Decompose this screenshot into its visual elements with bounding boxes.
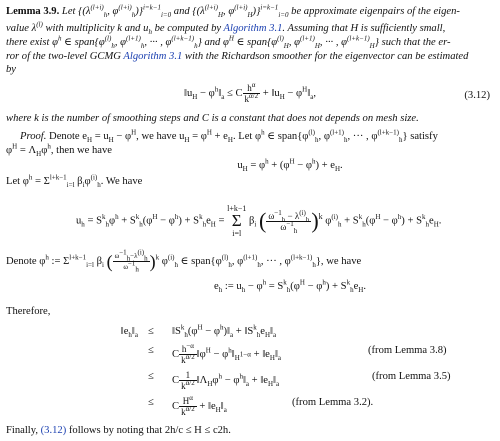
proof-line-2: $\varphi^H = \Lambda_H\varphi^h$, then we have [6, 142, 113, 159]
lemma-line-2: value $\lambda^{(l)}$ with multiplicity k and $u_h$ be computed by Algorithm 3.1. Assuming that H is sufficiently small, [6, 20, 446, 37]
lemma-text: ∈ span{φ [61, 37, 105, 48]
lemma-text: value λ [6, 23, 37, 34]
lemma-text: by [6, 64, 16, 75]
proof-line-1: Proof. Denote $e_H = u_H - \varphi^H$, we have $u_H = \varphi^H + e_H$. Let $\varphi^h$ ∈ $span\{\varphi^{(l)}_h$, $\varphi^{(l+1)}_h$, ··· , $\varphi^{(l+k-1)}_h$} satisfy [20, 128, 438, 145]
equation-ref-link[interactable]: (3.12) [40, 425, 67, 436]
lemma-text: be computed by [151, 23, 224, 34]
lemma-text: where k is the number of smoothing steps and C is a constant that does not depends on mesh size. [6, 113, 419, 124]
equation-number: (3.12) [464, 90, 490, 101]
citation-note: (from Lemma 3.5) [372, 371, 451, 382]
lemma-text: , ··· , φ [144, 37, 172, 48]
proof-text: Denote φ [6, 255, 46, 267]
equation-3-12: $‖u_H$ − $\varphi^h‖_a \le C$ $\frac{h^\alpha}{k^{\alpha/2}}$ + $‖u_H$ − $\varphi^H‖_a$, [184, 81, 316, 104]
proof-denote-line: Denote $\varphi^h$ := $\Sigma^{l+k-1}_{i=l}$ $\beta_i$ ( $\frac{\omega^{-1}_h-\lambda^{(i)}_h}{\omega^{-1}_h}$ )$^k$ $\varphi^{(i)}_h$ ∈ $span\{\varphi^{(l)}_h$, $\varphi^{(l+1)}_h$, ··· , $\varphi^{(l+k-1)}_h$}, we have [6, 248, 362, 274]
lemma-text: . Assuming that H is sufficiently small, [282, 23, 446, 34]
proof-text: + e [211, 131, 228, 142]
equation-uh-expansion: $u_h = S^k_h\varphi^h + S^k_h(\varphi^H - \varphi^h) + S^k_he_H = l+k-1$ Σ i=l $\beta_i$ ( $\frac{\omega^{-1}_h - \lambda^{(i)}_h}{\omega^{-1}_h}$ )$^k$ $\varphi^{(i)}_h + S^k_h(\varphi^H - \varphi^h) + S^k_he_H$. [76, 204, 442, 238]
lemma-text: there exist φ [6, 37, 58, 48]
proof-therefore: Therefore, [6, 306, 51, 317]
proof-text: = u [92, 131, 109, 142]
lemma-line-1: Lemma 3.9. Let {($\lambda^{(l+i)}_h$, $\varphi^{(l+i)}_h)\}^{i=k-1}_{i=0}$ and {($\lambda^{(l+i)}_H$, $\varphi^{(l+i)}_H)\}^{i=k-1}_{i=0}$ be approximate eigenpairs of the eigen- [6, 3, 460, 20]
proof-text: , we have u [136, 131, 185, 142]
lemma-title: Lemma 3.9. [6, 6, 60, 17]
citation-note: (from Lemma 3.8) [368, 345, 447, 356]
lemma-line-5 [6, 64, 16, 76]
proof-text: } satisfy [402, 131, 438, 142]
proof-text: Finally, [6, 425, 41, 436]
equation-eh: $e_h$ := $u_h - \varphi^h = S^k_h(\varphi^H - \varphi^h) + S^k_he_H$. [213, 278, 366, 295]
lemma-text: ror of the two-level GCMG [6, 51, 124, 62]
proof-text: ∈ span{φ [264, 131, 309, 142]
proof-text: − φ [113, 131, 132, 142]
lemma-text: such that the er- [378, 37, 451, 48]
proof-finally [6, 425, 231, 437]
proof-text: follows by noting that 2h/c ≤ H ≤ c2h. [66, 425, 231, 436]
algorithm-ref-link[interactable]: Algorithm 3.1 [223, 23, 283, 34]
lemma-text: with multiplicity k and u [42, 23, 149, 34]
algorithm-ref-link[interactable]: Algorithm 3.1 [123, 51, 183, 62]
proof-label: Proof. [20, 131, 47, 142]
proof-text: = φ [189, 131, 207, 142]
proof-let-line: Let $\varphi^h = \Sigma^{l+k-1}_{i=l}$ $\beta_i\varphi^{(i)}_h$. We have [6, 173, 143, 190]
proof-text: Denote e [46, 131, 87, 142]
proof-text: . Let φ [232, 131, 262, 142]
lemma-line-3: there exist $\varphi^h$ ∈ $span\{\varphi^{(l)}_h$, $\varphi^{(l+1)}_h$, ··· , $\varphi^{(l+k-1)}_h$} and $\varphi^H$ ∈ $span\{\varphi^{(l)}_H$, $\varphi^{(l+1)}_H$, ··· , $\varphi^{(l+k-1)}_H$} such that the er- [6, 34, 451, 51]
equation-uh: $u_H = \varphi^h + (\varphi^H - \varphi^h) + e_H$. [237, 157, 343, 174]
citation-note: (from Lemma 3.2). [292, 397, 374, 408]
proof-text: , we have [320, 255, 362, 267]
lemma-line-1-tail: be approximate eigenpairs of the eigen- [291, 6, 460, 17]
lemma-text: with the Richardson smoother for the eigenvector can be estimated [182, 51, 469, 62]
lemma-line-after-eq [6, 113, 419, 125]
lemma-text: } and φ [197, 37, 229, 48]
lemma-line-4 [6, 51, 468, 63]
